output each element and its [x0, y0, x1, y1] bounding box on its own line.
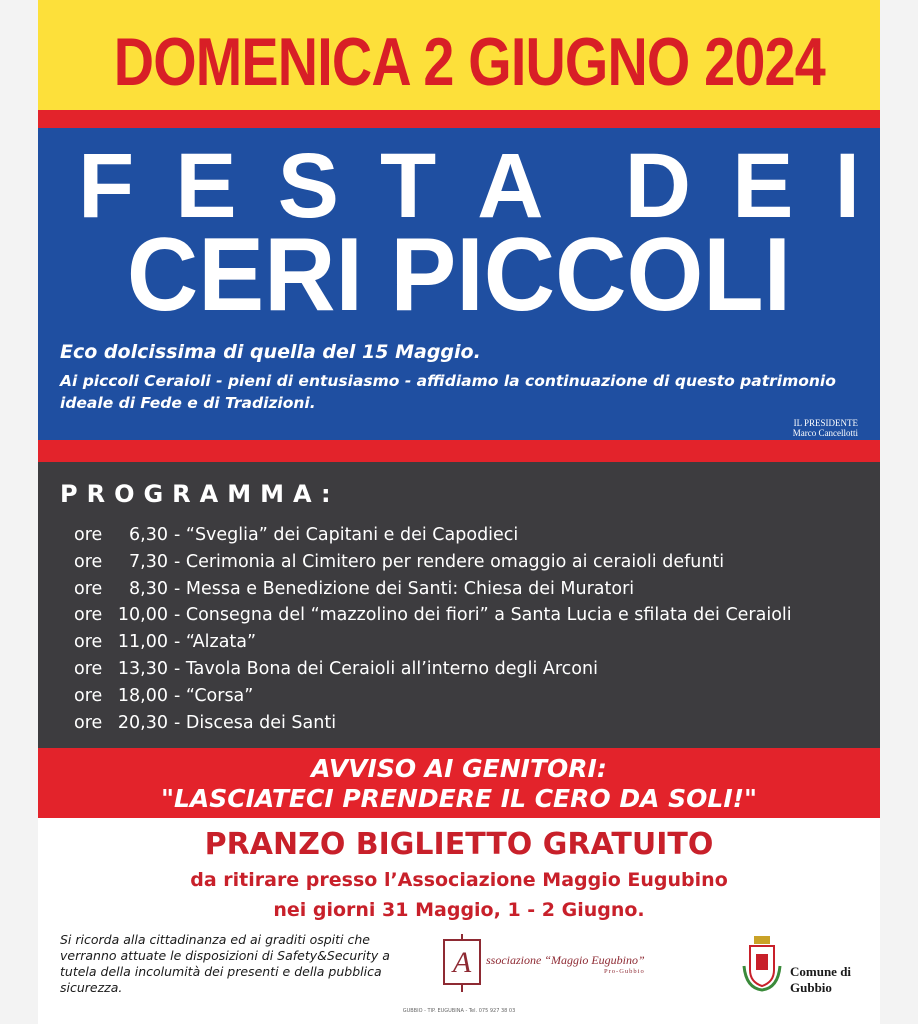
comune-line-2: Gubbio [790, 980, 832, 995]
comune-label [790, 964, 851, 996]
schedule-item [74, 576, 792, 603]
president-name: Marco Cancellotti [792, 428, 858, 438]
ore-label: ore [74, 525, 103, 545]
intro-tagline: Eco dolcissima di quella del 15 Maggio. [60, 341, 481, 363]
festa-letter: A [477, 135, 544, 237]
ore-label: ore [74, 578, 103, 599]
safety-notice: Si ricorda alla cittadinanza ed ai graditi ospiti che verranno attuate le disposizioni di Safety&Security a tutela della incolumità dei presenti e della pubblica sicurezza. [60, 932, 390, 995]
president-signature [793, 418, 858, 438]
warning-line-1: AVVISO AI GENITORI: [311, 754, 607, 783]
lunch-line-1: da ritirare presso l’Associazione Maggio Eugubino [190, 869, 728, 891]
program-section [38, 462, 880, 748]
schedule-time: 7,30 [129, 551, 168, 572]
schedule-time: 13,30 [117, 658, 168, 679]
dei-letter: I [834, 135, 860, 237]
date-header [38, 0, 880, 110]
schedule-time: 6,30 [129, 525, 168, 545]
printer-credit: GUBBIO - TIP. EUGUBINA - Tel. 075 927 38 03 [402, 1008, 516, 1014]
schedule-time: 8,30 [129, 578, 168, 599]
schedule-text: - Consegna del “mazzolino dei fiori” a Santa Lucia e sfilata dei Ceraioli [174, 605, 792, 626]
festa-letter: S [277, 135, 339, 237]
ceri-piccoli-title: CERI PICCOLI [126, 217, 792, 333]
association-subtitle: Pro-Gubbio [604, 968, 645, 975]
schedule-item [74, 549, 792, 576]
schedule-text: - Cerimonia al Cimitero per rendere omaggio ai ceraioli defunti [174, 551, 725, 572]
schedule-text: - “Alzata” [174, 632, 257, 653]
comune-line-1: Comune di [790, 964, 852, 979]
gubbio-crest-icon [742, 936, 782, 992]
lunch-title: PRANZO BIGLIETTO GRATUITO [204, 827, 714, 862]
schedule-text: - “Corsa” [174, 685, 254, 706]
schedule-text: - Tavola Bona dei Ceraioli all’interno degli Arconi [174, 658, 598, 679]
parents-warning [38, 748, 880, 818]
schedule-time: 18,00 [117, 685, 168, 706]
schedule-time: 20,30 [117, 712, 168, 733]
festa-letter: E [175, 135, 237, 237]
schedule-item [74, 710, 792, 737]
ore-label: ore [74, 685, 103, 706]
president-title: IL PRESIDENTE [793, 418, 858, 428]
schedule-text: - Messa e Benedizione dei Santi: Chiesa dei Muratori [174, 578, 635, 599]
lunch-line-2: nei giorni 31 Maggio, 1 - 2 Giugno. [273, 899, 645, 921]
association-logo-icon [442, 934, 482, 994]
warning-line-2: "LASCIATECI PRENDERE IL CERO DA SOLI!" [160, 784, 758, 813]
ore-label: ore [74, 551, 103, 572]
schedule-item [74, 602, 792, 629]
schedule-text: - “Sveglia” dei Capitani e dei Capodieci [174, 525, 519, 545]
schedule-item [74, 656, 792, 683]
red-divider-middle [38, 440, 880, 462]
ore-label: ore [74, 605, 103, 626]
dei-letter: E [732, 135, 794, 237]
festa-letter: F [78, 135, 135, 237]
association-name: ssociazione “Maggio Eugubino” [486, 953, 645, 967]
ore-label: ore [74, 632, 103, 653]
ore-label: ore [74, 712, 103, 733]
schedule-item [74, 629, 792, 656]
event-date-title: DOMENICA 2 GIUGNO 2024 [113, 24, 825, 100]
red-divider-top [38, 110, 880, 128]
dei-letter: D [624, 135, 692, 237]
title-block [38, 128, 880, 440]
schedule-time: 11,00 [117, 632, 168, 653]
festa-letter: T [379, 135, 437, 237]
poster [38, 0, 880, 1024]
schedule-text: - Discesa dei Santi [174, 712, 337, 733]
ore-label: ore [74, 658, 103, 679]
schedule-item [74, 522, 792, 549]
schedule-list [74, 522, 792, 736]
intro-text: Ai piccoli Ceraioli - pieni di entusiasmo - affidiamo la continuazione di questo patrimonio ideale di Fede e di Tradizioni. [60, 372, 836, 412]
program-title: PROGRAMMA: [60, 480, 340, 508]
svg-text:A: A [452, 946, 472, 979]
schedule-item [74, 683, 792, 710]
schedule-time: 10,00 [117, 605, 168, 626]
